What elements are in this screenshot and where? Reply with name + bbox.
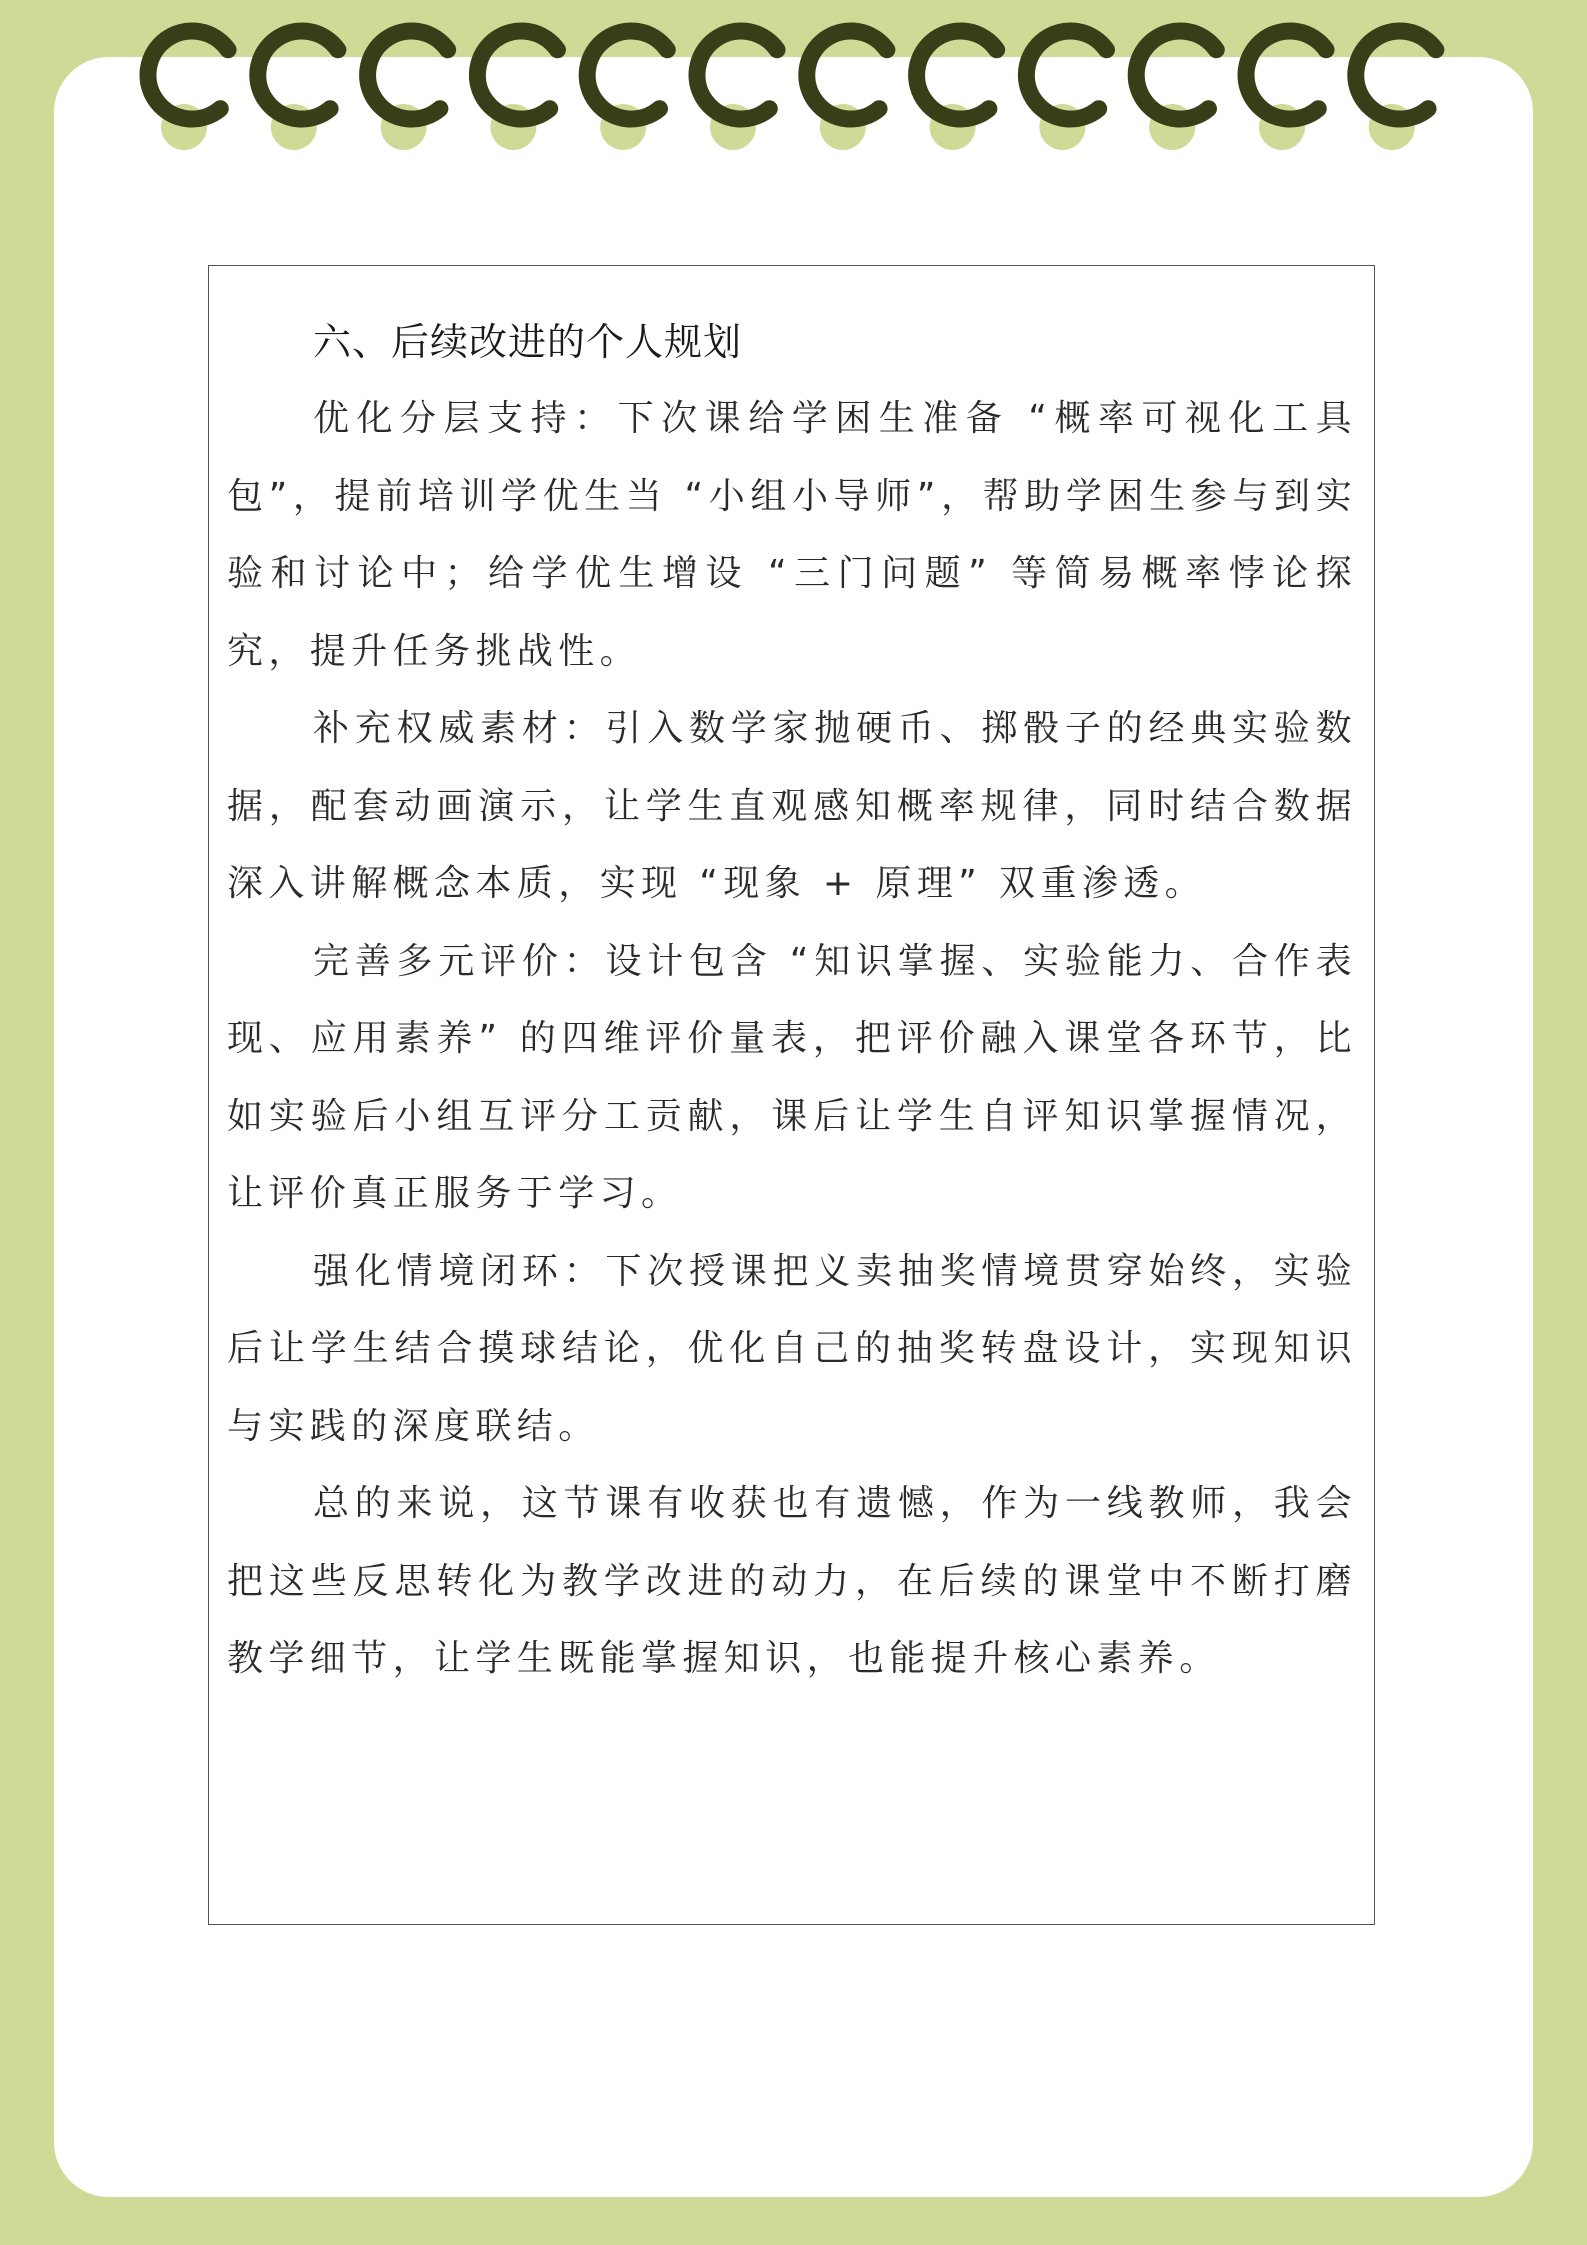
paragraph-layered-support: 优化分层支持：下次课给学困生准备 “概率可视化工具包”，提前培训学优生当 “小组小导师”，帮助学困生参与到实验和讨论中；给学优生增设 “三门问题” 等简易概率悖论探究，提升任务挑战性。	[227, 398, 1357, 672]
paragraph-context-loop: 强化情境闭环：下次授课把义卖抽奖情境贯穿始终，实验后让学生结合摸球结论，优化自己的抽奖转盘设计，实现知识与实践的深度联结。	[227, 1250, 1357, 1447]
paragraph-evaluation: 完善多元评价：设计包含 “知识掌握、实验能力、合作表现、应用素养” 的四维评价量表，把评价融入课堂各环节，比如实验后小组互评分工贡献，课后让学生自评知识掌握情况，让评价真正服务于学习。	[227, 940, 1357, 1214]
paragraph-summary: 总的来说，这节课有收获也有遗憾，作为一线教师，我会把这些反思转化为教学改进的动力，在后续的课堂中不断打磨教学细节，让学生既能掌握知识，也能提升核心素养。	[227, 1483, 1357, 1679]
spiral-binding	[0, 0, 1587, 170]
section-heading: 六、后续改进的个人规划	[313, 320, 743, 364]
document-content	[227, 316, 1357, 1698]
paragraph-authoritative-materials: 补充权威素材：引入数学家抛硬币、掷骰子的经典实验数据，配套动画演示，让学生直观感知概率规律，同时结合数据深入讲解概念本质，实现 “现象 + 原理” 双重渗透。	[227, 708, 1357, 904]
document-frame	[208, 265, 1375, 1925]
